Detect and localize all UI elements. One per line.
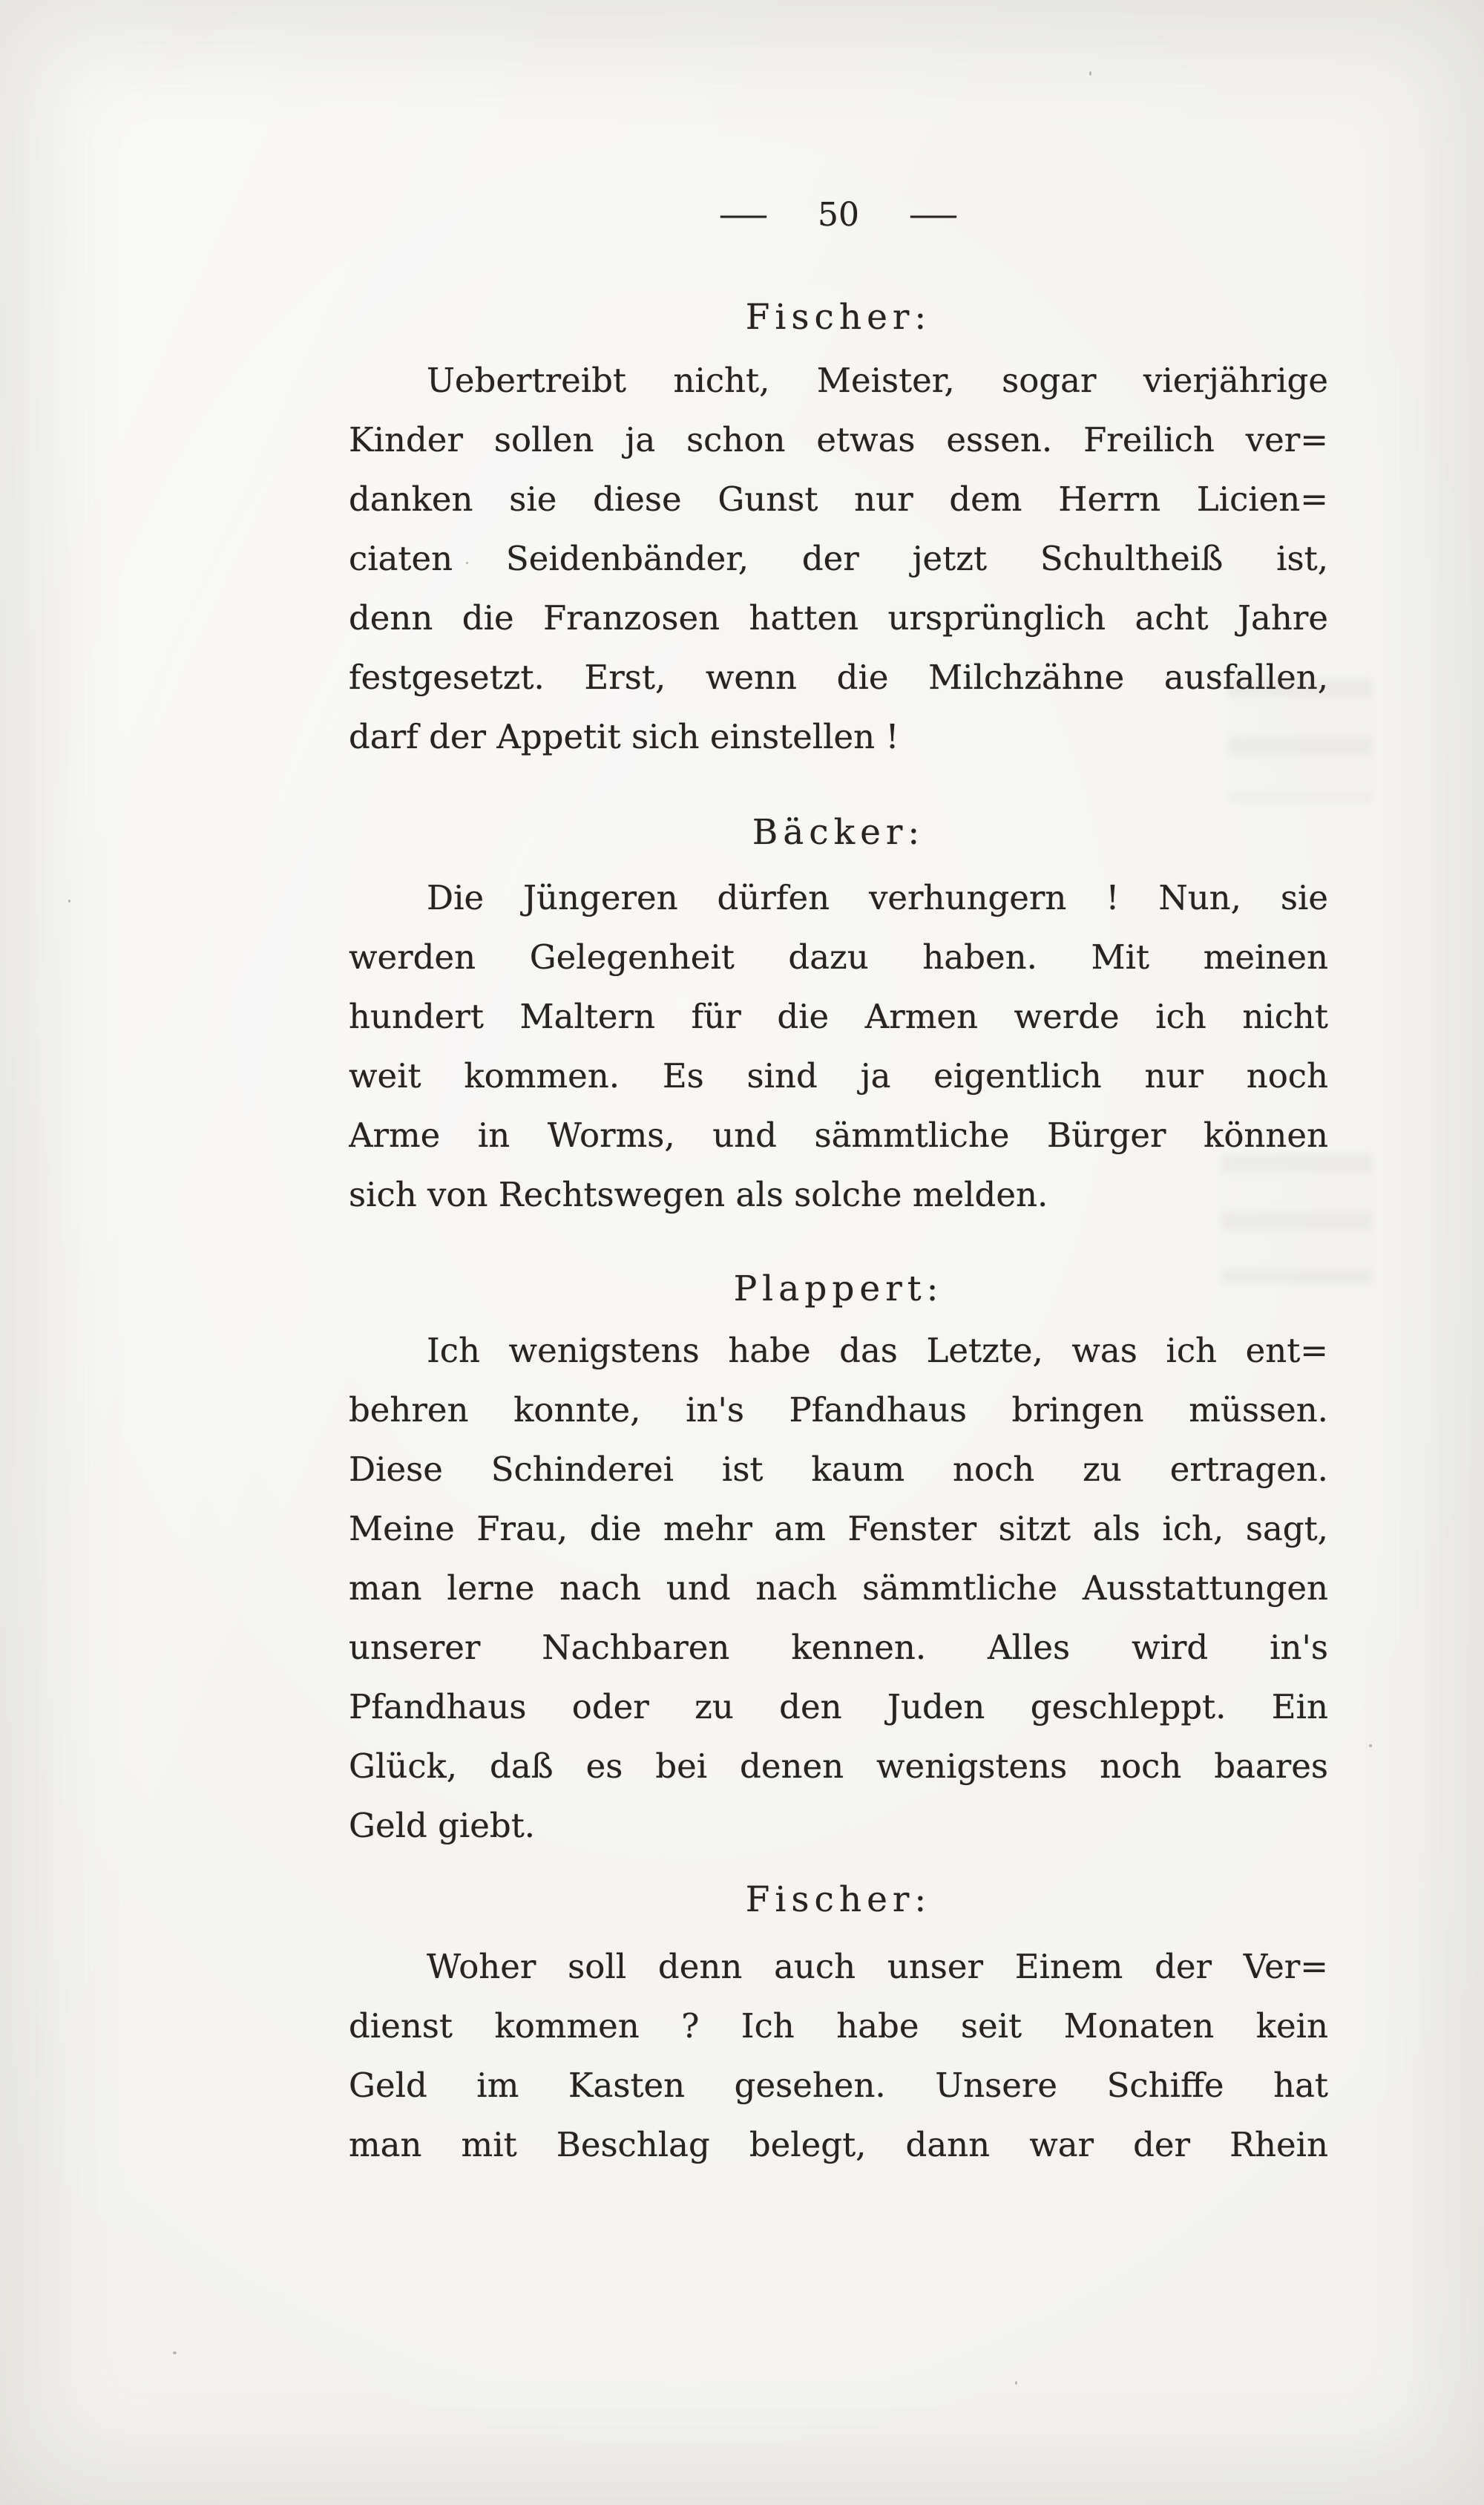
paper-speck bbox=[173, 2351, 177, 2354]
dialogue-paragraph-fischer-1 bbox=[349, 351, 1328, 767]
text-line: dienst kommen ? Ich habe seit Monaten kein bbox=[349, 2006, 1328, 2046]
text-line: Geld im Kasten gesehen. Unsere Schiffe hat bbox=[349, 2066, 1328, 2105]
speaker-heading-fischer-2: Fischer: bbox=[745, 1879, 932, 1920]
text-line: ciaten Seidenbänder, der jetzt Schultheiß ist, bbox=[349, 539, 1328, 578]
dialogue-paragraph-fischer-2 bbox=[349, 1937, 1328, 2175]
text-line: denn die Franzosen hatten ursprünglich acht Jahre bbox=[349, 598, 1328, 638]
text-line: behren konnte, in's Pfandhaus bringen müssen. bbox=[349, 1390, 1328, 1430]
speaker-heading-plappert: Plappert: bbox=[733, 1268, 944, 1309]
text-line: festgesetzt. Erst, wenn die Milchzähne ausfallen, bbox=[349, 658, 1328, 697]
text-line: Die Jüngeren dürfen verhungern ! Nun, sie bbox=[427, 878, 1328, 917]
text-line: Meine Frau, die mehr am Fenster sitzt als ich, sagt, bbox=[349, 1509, 1328, 1548]
dialogue-paragraph-baecker bbox=[349, 868, 1328, 1225]
text-line: hundert Maltern für die Armen werde ich nicht bbox=[349, 997, 1328, 1036]
speaker-heading-fischer-1: Fischer: bbox=[745, 297, 932, 338]
text-line: Glück, daß es bei denen wenigstens noch baares bbox=[349, 1746, 1328, 1786]
paper-speck bbox=[1369, 1744, 1372, 1747]
ink-bleedthrough-smudge bbox=[1221, 1154, 1373, 1284]
text-column bbox=[349, 0, 1328, 2175]
text-line: danken sie diese Gunst nur dem Herrn Licien= bbox=[349, 479, 1328, 519]
text-line: unserer Nachbaren kennen. Alles wird in's bbox=[349, 1628, 1328, 1667]
paper-speck bbox=[1015, 2381, 1017, 2385]
ink-bleedthrough-smudge bbox=[1228, 679, 1373, 802]
text-line: werden Gelegenheit dazu haben. Mit meinen bbox=[349, 937, 1328, 977]
text-line: man mit Beschlag belegt, dann war der Rhein bbox=[349, 2125, 1328, 2164]
text-line: sich von Rechtswegen als solche melden. bbox=[349, 1175, 1048, 1214]
text-line: Geld giebt. bbox=[349, 1806, 536, 1845]
text-line: Uebertreibt nicht, Meister, sogar vierjährige bbox=[427, 361, 1328, 400]
paper-speck bbox=[1089, 71, 1091, 76]
text-line: darf der Appetit sich einstellen ! bbox=[349, 717, 899, 756]
speaker-heading-baecker: Bäcker: bbox=[752, 812, 925, 853]
dialogue-paragraph-plappert bbox=[349, 1321, 1328, 1856]
text-line: Diese Schinderei ist kaum noch zu ertragen. bbox=[349, 1450, 1328, 1489]
page-number-dash-right: — bbox=[907, 196, 959, 234]
text-line: Ich wenigstens habe das Letzte, was ich ent= bbox=[427, 1331, 1328, 1370]
paper-speck bbox=[466, 562, 468, 564]
paper-speck bbox=[68, 900, 70, 903]
page-header bbox=[349, 186, 1328, 245]
page-number-dash-left: — bbox=[718, 196, 769, 234]
text-line: Arme in Worms, und sämmtliche Bürger können bbox=[349, 1116, 1328, 1155]
page-number: 50 bbox=[818, 196, 859, 234]
text-line: Pfandhaus oder zu den Juden geschleppt. Ein bbox=[349, 1687, 1328, 1726]
text-line: man lerne nach und nach sämmtliche Ausstattungen bbox=[349, 1568, 1328, 1608]
text-line: Kinder sollen ja schon etwas essen. Freilich ver= bbox=[349, 420, 1328, 459]
text-line: weit kommen. Es sind ja eigentlich nur noch bbox=[349, 1056, 1328, 1096]
text-line: Woher soll denn auch unser Einem der Ver= bbox=[427, 1947, 1328, 1986]
